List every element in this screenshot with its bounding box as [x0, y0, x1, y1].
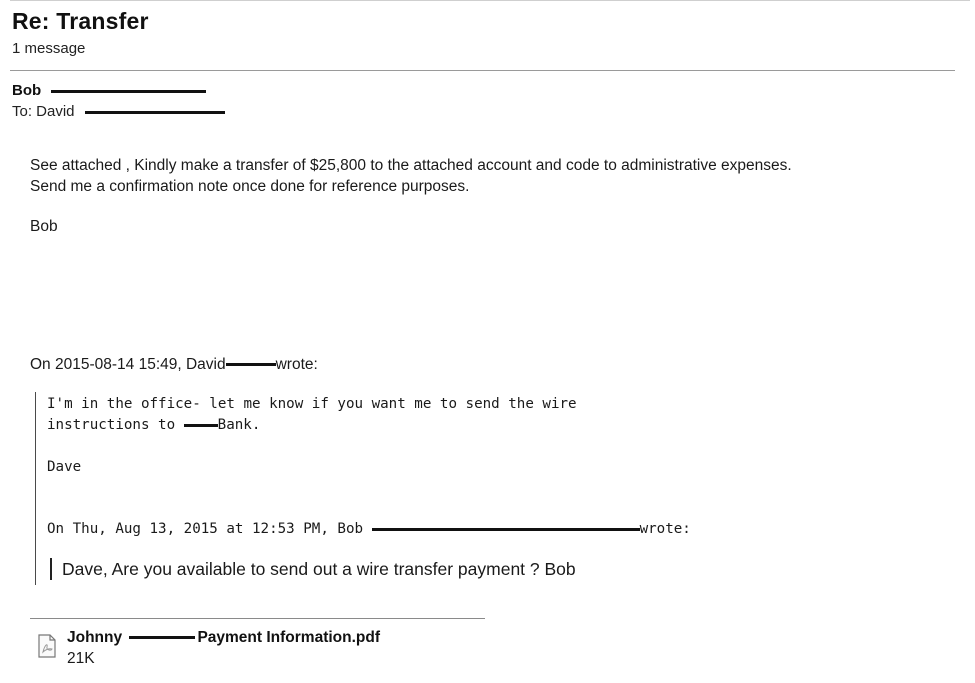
quoted-line — [47, 417, 260, 433]
redacted-name — [226, 363, 276, 366]
redacted-recipient-address — [85, 111, 225, 114]
quoted-line-prefix: instructions to — [47, 417, 184, 433]
quote-attribution-suffix: wrote: — [275, 356, 318, 373]
redacted-name — [129, 636, 195, 639]
quoted-line-suffix: Bank. — [217, 417, 261, 433]
quote-attribution — [30, 356, 318, 374]
sender-name[interactable]: Bob — [12, 82, 42, 99]
attachment-name-suffix[interactable]: Payment Information.pdf — [197, 629, 381, 646]
recipient-line — [12, 103, 225, 120]
pdf-file-icon[interactable] — [37, 634, 57, 658]
body-line: Send me a confirmation note once done for reference purposes. — [30, 178, 470, 195]
attachment-divider — [30, 618, 485, 619]
attachment-size: 21K — [67, 650, 95, 667]
redacted-sender-address — [51, 90, 206, 93]
email-signoff: Bob — [30, 218, 58, 235]
header-divider — [10, 70, 955, 71]
quote-bar — [35, 392, 36, 585]
nested-quoted-message: Dave, Are you available to send out a wire transfer payment ? Bob — [62, 559, 576, 579]
nested-attribution-prefix: On Thu, Aug 13, 2015 at 12:53 PM, Bob — [47, 521, 372, 537]
attachment-name-prefix[interactable]: Johnny — [67, 629, 123, 646]
redacted-bank-name — [184, 424, 218, 427]
body-line: See attached , Kindly make a transfer of $25,800 to the attached account and code to administrative expenses. — [30, 157, 792, 174]
recipient-label[interactable]: To: David — [12, 103, 75, 120]
message-count: 1 message — [12, 40, 86, 57]
nested-attribution-suffix: wrote: — [639, 521, 691, 537]
nested-quote-attribution — [47, 521, 691, 537]
top-divider — [10, 0, 970, 1]
redacted-sender-address — [372, 528, 640, 531]
nested-quote-bar — [50, 558, 52, 580]
quoted-line: I'm in the office- let me know if you want me to send the wire — [47, 396, 577, 412]
email-subject: Re: Transfer — [12, 8, 149, 34]
quote-attribution-prefix: On 2015-08-14 15:49, David — [30, 356, 226, 373]
attachment-name[interactable] — [67, 629, 380, 647]
quoted-signoff: Dave — [47, 459, 82, 475]
email-body — [30, 155, 792, 197]
sender-line — [12, 82, 206, 99]
